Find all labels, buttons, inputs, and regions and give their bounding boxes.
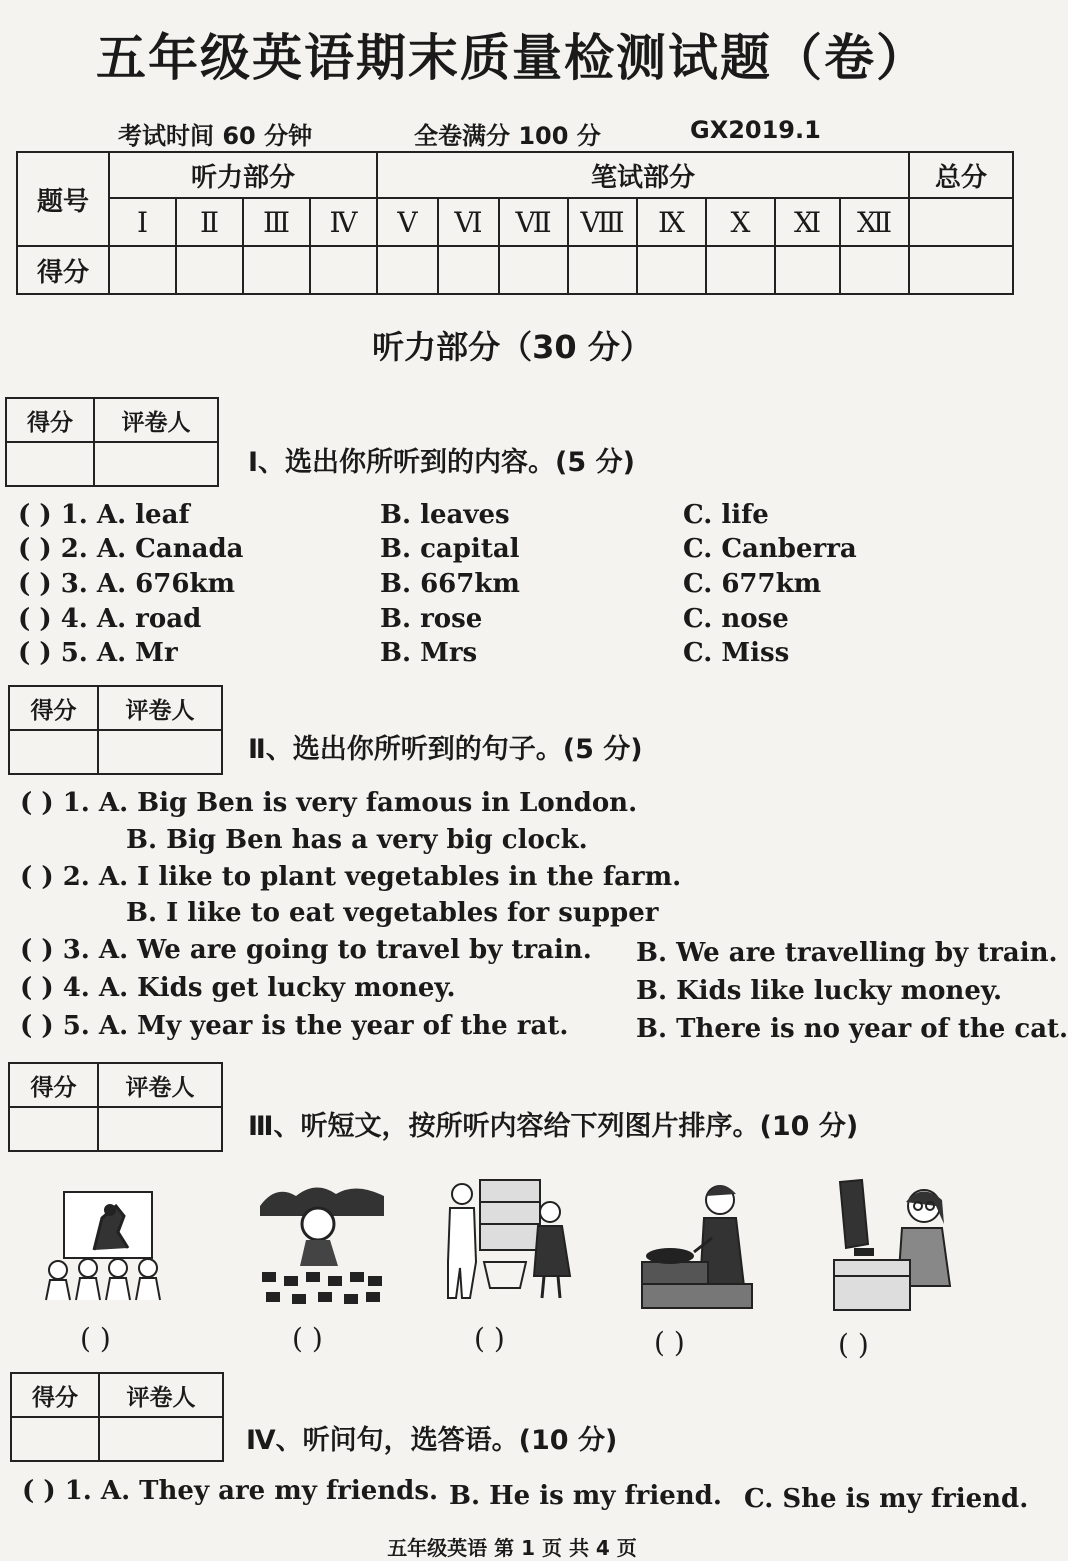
- numeral-cell: Ⅲ: [243, 198, 310, 246]
- q1-item-4-b: B. rose: [380, 604, 483, 634]
- score-cell[interactable]: [840, 246, 909, 294]
- numeral-cell: Ⅳ: [310, 198, 377, 246]
- q1-item-2-b: B. capital: [380, 534, 520, 564]
- score-cell[interactable]: [568, 246, 637, 294]
- picture-5-answer[interactable]: ( ): [838, 1328, 869, 1361]
- q1-item-3-c: C. 677km: [683, 569, 822, 599]
- picture-3-answer[interactable]: ( ): [474, 1322, 505, 1355]
- q1-item-1-b: B. leaves: [380, 500, 510, 530]
- grader-box-3: [8, 1062, 223, 1152]
- q2-item-2-b: B. I like to eat vegetables for supper: [126, 898, 659, 928]
- grader-box-4: [10, 1372, 224, 1462]
- grader-score-cell[interactable]: [11, 1417, 99, 1461]
- score-row-label: 得分: [17, 246, 109, 294]
- grader-score-cell[interactable]: [9, 1107, 98, 1151]
- grader-marker-label: 评卷人: [99, 1373, 223, 1417]
- q2-item-4-b: B. Kids like lucky money.: [636, 976, 1003, 1006]
- q1-item-3-b: B. 667km: [380, 569, 520, 599]
- listening-part-header: 听力部分: [109, 152, 377, 198]
- full-score: 全卷满分 100 分: [414, 122, 601, 150]
- grader-marker-label: 评卷人: [94, 398, 218, 442]
- q1-item-2-c: C. Canberra: [683, 534, 857, 564]
- page-footer: 五年级英语 第 1 页 共 4 页: [387, 1536, 637, 1560]
- writing-part-header: 笔试部分: [377, 152, 909, 198]
- picture-shopping: [440, 1172, 576, 1302]
- grader-score-label: 得分: [9, 1063, 98, 1107]
- numeral-cell: Ⅶ: [499, 198, 568, 246]
- q2-item-1-a: ( ) 1. A. Big Ben is very famous in London.: [20, 788, 638, 818]
- picture-2-answer[interactable]: ( ): [292, 1322, 323, 1355]
- q1-item-4-c: C. nose: [683, 604, 789, 634]
- grader-box-1: [5, 397, 219, 487]
- picture-computer: [832, 1176, 956, 1314]
- grader-score-label: 得分: [9, 686, 98, 730]
- q2-heading: Ⅱ、选出你所听到的句子。(5 分): [248, 734, 643, 765]
- q4-item-1-c: C. She is my friend.: [744, 1484, 1029, 1514]
- score-cell[interactable]: [438, 246, 499, 294]
- grader-score-label: 得分: [11, 1373, 99, 1417]
- score-cell[interactable]: [176, 246, 243, 294]
- exam-title: 五年级英语期末质量检测试题（卷）: [96, 29, 928, 87]
- q1-item-4-a: ( ) 4. A. road: [18, 604, 202, 634]
- exam-code: GX2019.1: [690, 116, 821, 144]
- picture-cooking: [640, 1176, 756, 1310]
- numeral-cell: Ⅴ: [377, 198, 438, 246]
- grader-marker-label: 评卷人: [98, 686, 222, 730]
- picture-4-answer[interactable]: ( ): [654, 1326, 685, 1359]
- score-cell[interactable]: [243, 246, 310, 294]
- q1-item-5-b: B. Mrs: [380, 638, 478, 668]
- grader-marker-cell[interactable]: [99, 1417, 223, 1461]
- grader-marker-cell[interactable]: [94, 442, 218, 486]
- score-table: [16, 151, 1014, 295]
- score-cell[interactable]: [775, 246, 840, 294]
- total-score-cell[interactable]: [909, 198, 1013, 246]
- q3-heading: Ⅲ、听短文，按所听内容给下列图片排序。(10 分): [248, 1111, 859, 1142]
- q4-heading: Ⅳ、听问句，选答语。(10 分): [246, 1425, 618, 1456]
- picture-garden: [256, 1176, 388, 1308]
- q2-item-5-a: ( ) 5. A. My year is the year of the rat.: [20, 1011, 569, 1041]
- question-number-label: 题号: [17, 152, 109, 246]
- grader-score-label: 得分: [6, 398, 94, 442]
- score-cell[interactable]: [109, 246, 176, 294]
- numeral-cell: Ⅺ: [775, 198, 840, 246]
- grader-marker-label: 评卷人: [98, 1063, 222, 1107]
- grader-score-cell[interactable]: [9, 730, 98, 774]
- grader-box-2: [8, 685, 223, 775]
- q2-item-3-a: ( ) 3. A. We are going to travel by train.: [20, 935, 592, 965]
- picture-1-answer[interactable]: ( ): [80, 1322, 111, 1355]
- score-cell[interactable]: [377, 246, 438, 294]
- numeral-cell: Ⅱ: [176, 198, 243, 246]
- q2-item-3-b: B. We are travelling by train.: [636, 938, 1058, 968]
- grader-marker-cell[interactable]: [98, 730, 222, 774]
- q2-item-1-b: B. Big Ben has a very big clock.: [126, 825, 588, 855]
- numeral-cell: Ⅵ: [438, 198, 499, 246]
- q4-item-1-b: B. He is my friend.: [449, 1481, 722, 1511]
- numeral-cell: Ⅻ: [840, 198, 909, 246]
- grader-score-cell[interactable]: [6, 442, 94, 486]
- score-cell[interactable]: [706, 246, 775, 294]
- q2-item-2-a: ( ) 2. A. I like to plant vegetables in the farm.: [20, 862, 682, 892]
- q1-item-5-a: ( ) 5. A. Mr: [18, 638, 178, 668]
- q1-item-1-a: ( ) 1. A. leaf: [18, 500, 190, 530]
- exam-time: 考试时间 60 分钟: [118, 122, 313, 150]
- numeral-cell: Ⅹ: [706, 198, 775, 246]
- score-cell[interactable]: [499, 246, 568, 294]
- numeral-cell: Ⅰ: [109, 198, 176, 246]
- picture-cinema: [44, 1188, 178, 1304]
- numeral-cell: Ⅸ: [637, 198, 706, 246]
- q2-item-4-a: ( ) 4. A. Kids get lucky money.: [20, 973, 456, 1003]
- total-score-header: 总分: [909, 152, 1013, 198]
- q1-item-5-c: C. Miss: [683, 638, 790, 668]
- q1-heading: Ⅰ、选出你所听到的内容。(5 分): [248, 447, 635, 478]
- grader-marker-cell[interactable]: [98, 1107, 222, 1151]
- q1-item-3-a: ( ) 3. A. 676km: [18, 569, 235, 599]
- q4-item-1-a: ( ) 1. A. They are my friends.: [22, 1476, 439, 1506]
- score-cell[interactable]: [310, 246, 377, 294]
- total-score-value-cell[interactable]: [909, 246, 1013, 294]
- score-cell[interactable]: [637, 246, 706, 294]
- q1-item-2-a: ( ) 2. A. Canada: [18, 534, 244, 564]
- numeral-cell: Ⅷ: [568, 198, 637, 246]
- q2-item-5-b: B. There is no year of the cat.: [636, 1014, 1068, 1044]
- q1-item-1-c: C. life: [683, 500, 769, 530]
- listening-section-title: 听力部分（30 分）: [372, 328, 652, 366]
